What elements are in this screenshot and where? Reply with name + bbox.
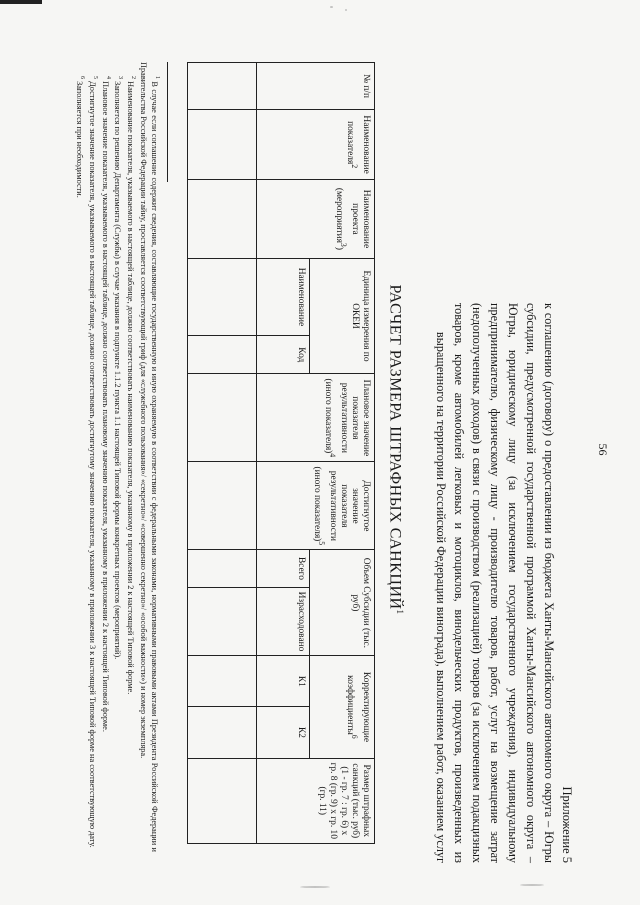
footnote-mark: 2	[130, 76, 137, 79]
title-text: РАСЧЕТ РАЗМЕРА ШТРАФНЫХ САНКЦИЙ	[386, 284, 404, 610]
footnote-mark: 3	[117, 76, 124, 79]
document-title	[386, 22, 405, 877]
table-cell	[188, 587, 257, 656]
table-cell	[188, 63, 257, 110]
header-unit-code: Код	[257, 336, 310, 374]
header-subsidy-total: Всего	[257, 550, 310, 587]
appendix-header	[432, 303, 576, 863]
footnote-text: Заполняется по решению Департамента (Службы) в случае указания в подпункте 1.1.2 пункта 1.1 настоящей Типовой формы конкретных проектов (мероприятий).	[113, 81, 123, 660]
header-indicator-note: 2	[350, 164, 359, 169]
header-k1: К1	[257, 656, 310, 707]
table-cell	[188, 180, 257, 258]
table-cell	[188, 374, 257, 462]
table-cell	[188, 336, 257, 374]
page-number: 56	[596, 443, 610, 456]
header-k2: К2	[257, 707, 310, 758]
header-coef-note: 6	[350, 734, 359, 739]
header-coef	[310, 656, 375, 758]
footnote-mark: 4	[104, 76, 111, 79]
header-subsidy: Объем Субсидии (тыс. руб)	[310, 550, 375, 656]
footnote	[113, 62, 126, 852]
appendix-heading: Приложение 5	[560, 786, 574, 863]
header-planned-text: Плановое значение показателя результативности (иного показателя)	[322, 378, 371, 457]
footnote-mark: 1	[154, 76, 160, 79]
title-footnote-mark: 1	[395, 609, 405, 615]
footnote	[138, 62, 162, 852]
scan-speckle	[520, 884, 544, 886]
header-indicator	[257, 110, 375, 180]
rotated-page	[20, 22, 620, 877]
footnote-text: Наименование показателя, указываемого в настоящей таблице, должно соответствовать наименованию показателя, указанному в приложении 2 к настоящей Типовой форме.	[126, 81, 136, 695]
footnote-text: Достигнутое значение показателя, указываемого в настоящей таблице, должно соответствовать достигнутому значению показателя, указанному в приложении 3 к настоящей Типовой форме на соответствующую дату.	[88, 81, 98, 848]
header-project-tail: )	[333, 246, 344, 250]
appendix-text: к соглашению (договору) о предоставлении из бюджета Ханты-Мансийского автономного округа – Югры субсидии, предусмотренной государственной программой Ханты-Мансийского автономного округа – Югры, юридическому лицу (за исключением государственного учреждения), индивидуальному предпринимателю, физическому лицу - производителю товаров, работ, услуг на возмещение затрат (недополученных доходов) в связи с производством (реализацией) товаров (за исключением подакцизных товаров, кроме автомобилей легковых и мотоциклов, винодельческих продуктов, произведенных из выращенного на территории Российской Федерации винограда), выполнением работ, оказанием услуг	[434, 303, 556, 863]
scan-speckle	[345, 9, 347, 11]
table-cell	[188, 110, 257, 180]
footnote	[87, 62, 100, 852]
table-cell	[188, 462, 257, 550]
footnote-mark: 6	[79, 76, 86, 79]
footnote-mark: 5	[91, 76, 98, 79]
header-achieved-text: Достигнутое значение показателя результативности (иного показателя)	[311, 466, 371, 542]
header-planned-note: 4	[328, 453, 337, 458]
header-coef-text: Корректирующие коэффициенты	[344, 671, 371, 743]
footnote	[125, 62, 138, 852]
header-achieved-note: 5	[317, 541, 326, 546]
footnote-text: В случае если соглашение содержит сведения, составляющие государственную и иную охраняемую в соответствии с федеральными законами, нормативными правовыми актами Президента Российской Федерации и Правительства Российской Федерации тайну, проставляется соответствующий гриф (для «служебного пользования»/ «секретно»/ «совершенно секретно»/ «особой важности») и номер экземпляра.	[139, 62, 160, 853]
header-indicator-text: Наименование показателя	[344, 115, 371, 174]
header-achieved	[257, 462, 375, 550]
table-cell	[188, 656, 257, 707]
footnote	[74, 62, 87, 852]
table-row	[188, 63, 257, 844]
table-cell	[188, 258, 257, 336]
header-project	[257, 180, 375, 258]
table-cell	[188, 707, 257, 758]
scan-speckle	[330, 6, 333, 8]
scan-edge-mark	[0, 0, 42, 4]
sanctions-table	[187, 62, 375, 844]
header-subsidy-spent: Израсходовано	[257, 587, 310, 656]
footnote-text: Плановое значение показателя, указываемого в настоящей таблице, должно соответствовать плановому значению показателя, указанному в приложении 2 к настоящей Типовой форме.	[100, 81, 110, 732]
table-cell	[188, 550, 257, 587]
header-num: № п/п	[257, 63, 375, 110]
scan-speckle	[300, 886, 330, 888]
footnote-separator	[167, 62, 168, 182]
header-project-note: 3	[339, 242, 348, 247]
footnote-text: Заполняется при необходимости.	[75, 81, 85, 198]
header-project-text: Наименование проекта (мероприятия	[333, 187, 371, 249]
footnote	[100, 62, 113, 852]
header-fine: Размер штрафных санкций (тыс. руб) (1 - гр. 7 : гр. 6) х гр. 8 (гр. 9) х гр. 10 (гр. 11)	[257, 758, 375, 843]
header-unit: Единица измерения по ОКЕИ	[310, 258, 375, 374]
footnotes	[74, 62, 162, 852]
header-planned	[257, 374, 375, 462]
table-cell	[188, 758, 257, 843]
header-unit-name: Наименование	[257, 258, 310, 336]
